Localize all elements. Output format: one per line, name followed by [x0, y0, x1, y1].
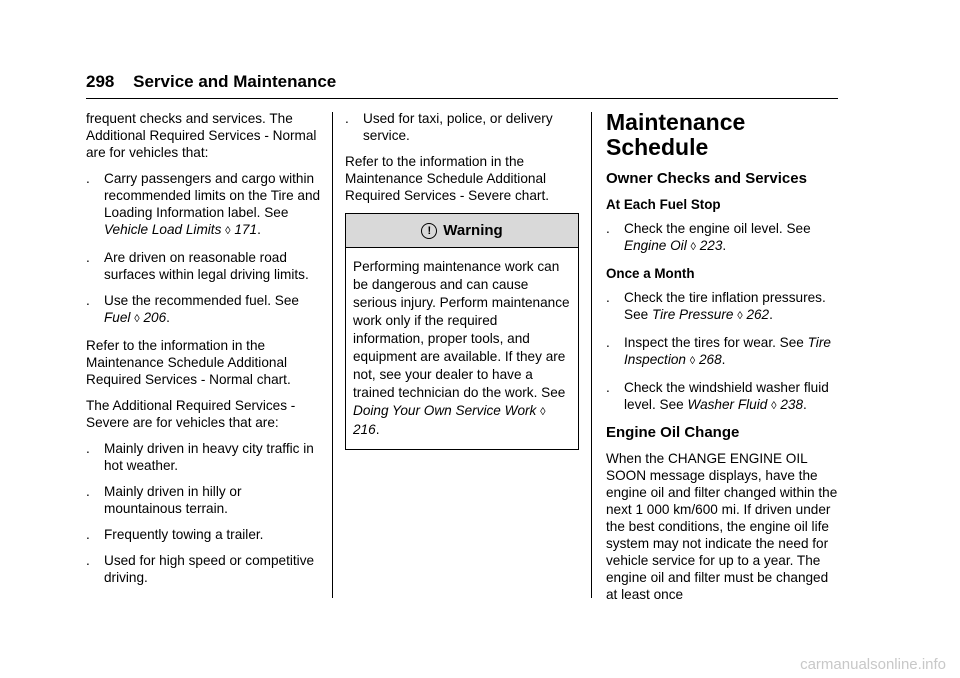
list-item-text: Check the tire inflation pressures. See: [624, 290, 826, 322]
bullet-icon: .: [86, 171, 90, 186]
list-item-text: Used for high speed or competitive driving.: [104, 553, 315, 585]
column-2: [345, 110, 579, 450]
list-item-text: Frequently towing a trailer.: [104, 527, 264, 542]
list-item: [86, 552, 322, 586]
column-divider-2: [591, 112, 592, 598]
xref-link[interactable]: Fuel: [104, 310, 131, 325]
column-1: [86, 110, 322, 595]
bullet-icon: .: [86, 484, 90, 499]
page-reference-icon: ◊: [689, 355, 696, 367]
header-rule: [86, 98, 838, 99]
xref-link[interactable]: Washer Fluid: [687, 397, 768, 412]
watermark: carmanualsonline.info: [800, 656, 946, 673]
oil-change-paragraph: When the CHANGE ENGINE OIL SOON message displays, have the engine oil and filter changed within the next 1 000 km/600 mi. If driven under the best conditions, the engine oil life system may not indicate the need for vehicle service for up to a year. The engine oil and filter must be changed at least once: [606, 451, 838, 602]
subsection-heading: Owner Checks and Services: [606, 170, 807, 187]
list-item: . Use the recommended fuel. See Fuel ◊ 206.: [86, 293, 299, 325]
bullet-icon: .: [606, 380, 610, 395]
bullet-icon: .: [86, 250, 90, 265]
section-title: Service and Maintenance: [133, 72, 337, 91]
list-item: [86, 526, 322, 543]
list-item: [86, 483, 322, 517]
paragraph: The Additional Required Services - Severe are for vehicles that are:: [86, 398, 296, 430]
list-item-text: Carry passengers and cargo within recommended limits on the Tire and Loading Information label. See: [104, 171, 321, 220]
warning-icon: !: [421, 223, 437, 239]
fuel-stop-heading: At Each Fuel Stop: [606, 197, 721, 212]
list-item-text: Mainly driven in hilly or mountainous terrain.: [104, 484, 242, 516]
list-item: [86, 440, 322, 474]
bullet-icon: .: [86, 441, 90, 456]
xref-page[interactable]: 206: [143, 310, 167, 325]
xref-page[interactable]: 262: [746, 307, 770, 322]
paragraph: Refer to the information in the Maintenance Schedule Additional Required Services - Normal chart.: [86, 338, 291, 387]
column-divider-1: [332, 112, 333, 598]
page-reference-icon: ◊: [771, 400, 777, 412]
page-reference-icon: ◊: [134, 313, 140, 325]
list-item: . Check the windshield washer fluid level. See Washer Fluid ◊ 238.: [606, 380, 829, 412]
page-number: 298: [86, 72, 115, 91]
page-reference-icon: ◊: [737, 310, 743, 322]
xref-link[interactable]: Tire Inspection: [624, 335, 831, 367]
column-3: [606, 110, 838, 612]
list-item: . Check the engine oil level. See Engine Oil ◊ 223.: [606, 221, 811, 253]
list-item: [345, 110, 579, 144]
list-item-text: Use the recommended fuel. See: [104, 293, 299, 308]
page-reference-icon: ◊: [225, 225, 231, 237]
warning-text: Performing maintenance work can be dangerous and can cause serious injury. Perform maintenance work only if the required information, proper tools, and equipment are available. If they are not, see your dealer to have a trained technician do the work. See: [353, 259, 570, 400]
section-heading: Maintenance Schedule: [606, 109, 746, 160]
list-item: . Carry passengers and cargo within recommended limits on the Tire and Loading Information label. See Vehicle Load Limits ◊ 171.: [86, 171, 321, 237]
intro-paragraph: frequent checks and services. The Additional Required Services - Normal are for vehicles that:: [86, 111, 317, 160]
xref-link[interactable]: Vehicle Load Limits: [104, 222, 222, 237]
xref-page[interactable]: 216: [353, 422, 376, 437]
list-item-text: Used for taxi, police, or delivery service.: [363, 111, 553, 143]
bullet-icon: .: [86, 527, 90, 542]
list-item-text: Are driven on reasonable road surfaces within legal driving limits.: [104, 250, 309, 282]
warning-title: Warning: [443, 222, 503, 239]
bullet-icon: .: [345, 111, 349, 126]
xref-link[interactable]: Engine Oil: [624, 238, 687, 253]
list-item-text: Mainly driven in heavy city traffic in hot weather.: [104, 441, 314, 473]
bullet-icon: .: [606, 221, 610, 236]
page-reference-icon: ◊: [690, 241, 696, 253]
monthly-heading: Once a Month: [606, 266, 695, 281]
page-header: [86, 72, 336, 92]
warning-box: [345, 213, 579, 450]
xref-page[interactable]: 171: [234, 222, 258, 237]
list-item-text: Check the windshield washer fluid level. See: [624, 380, 829, 412]
list-item-text: Inspect the tires for wear. See: [624, 335, 808, 350]
bullet-icon: .: [606, 290, 610, 305]
oil-change-heading: Engine Oil Change: [606, 424, 740, 441]
list-item-text: Check the engine oil level. See: [624, 221, 811, 236]
warning-body: Performing maintenance work can be dangerous and can cause serious injury. Perform maintenance work only if the required information, proper tools, and equipment are available. If they are not, see your dealer to have a trained technician do the work. See Doing Your Own Service Work ◊ 216.: [353, 259, 570, 437]
bullet-icon: .: [606, 335, 610, 350]
paragraph: Refer to the information in the Maintenance Schedule Additional Required Services - Severe chart.: [345, 154, 549, 203]
warning-header: [346, 214, 578, 248]
xref-page[interactable]: 223: [699, 238, 723, 253]
xref-page[interactable]: 238: [780, 397, 804, 412]
list-item: . Check the tire inflation pressures. See Tire Pressure ◊ 262.: [606, 290, 826, 322]
xref-link[interactable]: Doing Your Own Service Work: [353, 403, 537, 418]
page-reference-icon: ◊: [540, 406, 546, 418]
xref-page[interactable]: 268: [698, 352, 722, 367]
list-item: [86, 249, 322, 283]
list-item: . Inspect the tires for wear. See Tire Inspection ◊ 268.: [606, 335, 831, 367]
bullet-icon: .: [86, 293, 90, 308]
bullet-icon: .: [86, 553, 90, 568]
xref-link[interactable]: Tire Pressure: [651, 307, 734, 322]
